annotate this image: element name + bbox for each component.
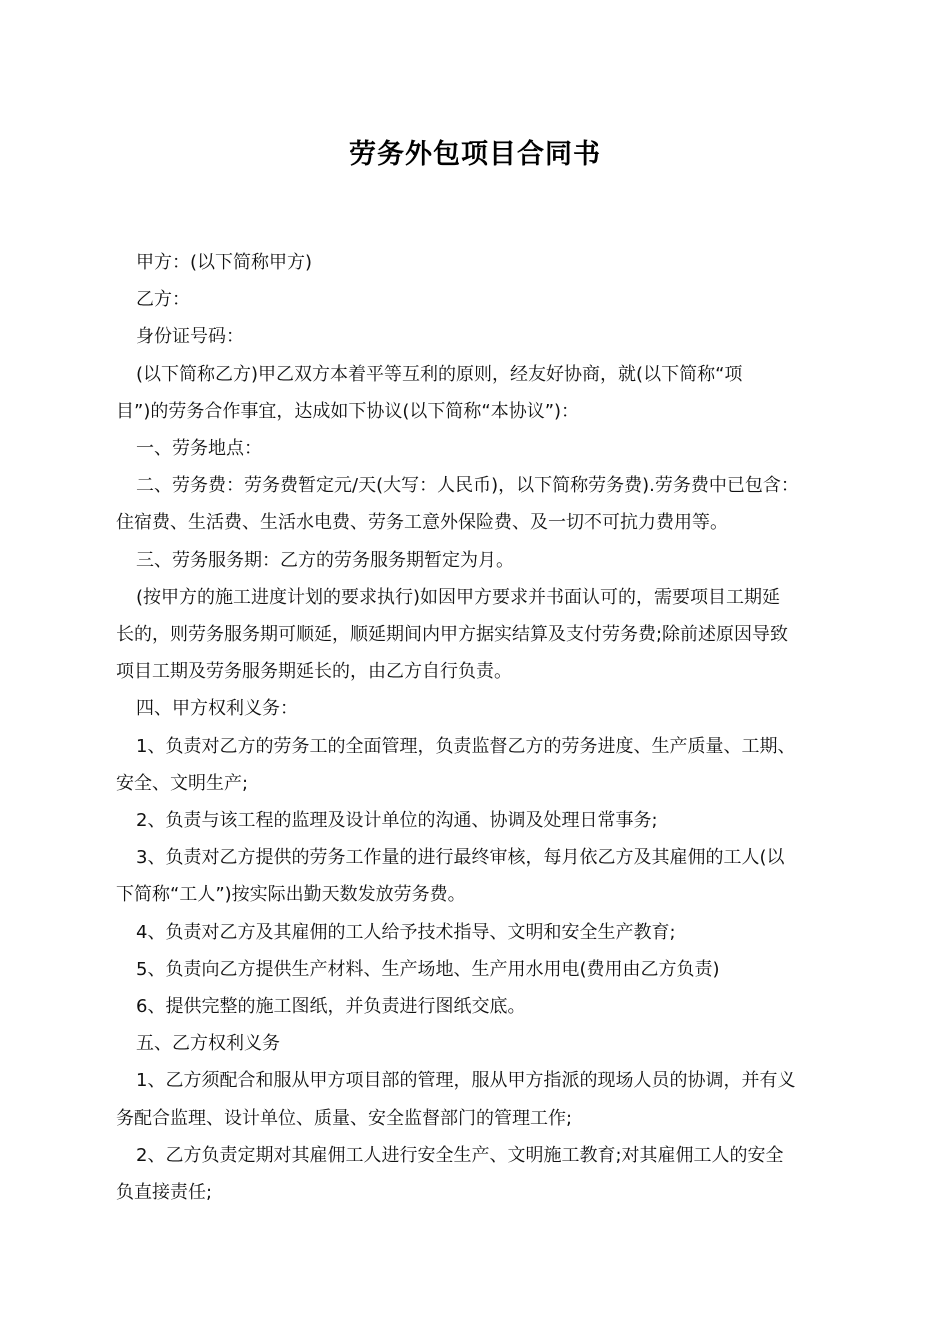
paragraph: [116, 542, 840, 579]
paragraph: [116, 988, 840, 1025]
paragraph-line: 2、负责与该工程的监理及设计单位的沟通、协调及处理日常事务;: [136, 810, 658, 832]
paragraph: [116, 914, 840, 951]
paragraph: [116, 318, 840, 355]
page-title: 劳务外包项目合同书: [349, 139, 601, 170]
paragraph: [116, 281, 840, 318]
paragraph-line: 目”)的劳务合作事宜，达成如下协议(以下简称“本协议”)：: [116, 400, 580, 422]
paragraph-line: 务配合监理、设计单位、质量、安全监督部门的管理工作;: [116, 1107, 573, 1129]
paragraph-line: 三、劳务服务期：乙方的劳务服务期暂定为月。: [136, 549, 514, 571]
paragraph-line: (以下简称乙方)甲乙双方本着平等互利的原则，经友好协商，就(以下简称“项: [136, 363, 743, 385]
paragraph-line: 5、负责向乙方提供生产材料、生产场地、生产用水用电(费用由乙方负责): [136, 958, 720, 980]
paragraph-line: 安全、文明生产;: [116, 772, 249, 794]
paragraph: [116, 1137, 840, 1211]
paragraph-line: 一、劳务地点：: [136, 438, 262, 460]
paragraph: [116, 839, 840, 913]
paragraph-line: 五、乙方权利义务: [136, 1033, 280, 1055]
paragraph-line: (按甲方的施工进度计划的要求执行)如因甲方要求并书面认可的，需要项目工期延: [136, 586, 781, 608]
paragraph-line: 2、乙方负责定期对其雇佣工人进行安全生产、文明施工教育;对其雇佣工人的安全: [136, 1144, 784, 1166]
document-body: [116, 244, 840, 1211]
paragraph: [116, 356, 840, 430]
paragraph-line: 4、负责对乙方及其雇佣的工人给予技术指导、文明和安全生产教育;: [136, 921, 676, 943]
paragraph-line: 乙方：: [136, 289, 190, 311]
paragraph: [116, 951, 840, 988]
paragraph-line: 负直接责任;: [116, 1182, 213, 1204]
paragraph: [116, 1062, 840, 1136]
paragraph-line: 1、乙方须配合和服从甲方项目部的管理，服从甲方指派的现场人员的协调，并有义: [136, 1070, 796, 1092]
paragraph-line: 身份证号码：: [136, 326, 244, 348]
paragraph-line: 二、劳务费：劳务费暂定元/天(大写：人民币)，以下简称劳务费).劳务费中已包含：: [136, 475, 799, 497]
paragraph-line: 长的，则劳务服务期可顺延，顺延期间内甲方据实结算及支付劳务费;除前述原因导致: [116, 624, 789, 646]
paragraph-line: 下简称“工人”)按实际出勤天数发放劳务费。: [116, 884, 466, 906]
paragraph-line: 四、甲方权利义务：: [136, 698, 298, 720]
paragraph: [116, 579, 840, 691]
paragraph: [116, 802, 840, 839]
paragraph: [116, 430, 840, 467]
paragraph-line: 3、负责对乙方提供的劳务工作量的进行最终审核，每月依乙方及其雇佣的工人(以: [136, 847, 785, 869]
paragraph: [116, 244, 840, 281]
paragraph-line: 6、提供完整的施工图纸，并负责进行图纸交底。: [136, 996, 526, 1018]
paragraph: [116, 467, 840, 541]
paragraph-line: 甲方：(以下简称甲方): [136, 252, 313, 273]
paragraph-line: 住宿费、生活费、生活水电费、劳务工意外保险费、及一切不可抗力费用等。: [116, 512, 728, 534]
paragraph-line: 1、负责对乙方的劳务工的全面管理，负责监督乙方的劳务进度、生产质量、工期、: [136, 735, 796, 757]
paragraph: [116, 728, 840, 802]
paragraph: [116, 690, 840, 727]
paragraph-line: 项目工期及劳务服务期延长的，由乙方自行负责。: [116, 661, 512, 683]
paragraph: [116, 1025, 840, 1062]
